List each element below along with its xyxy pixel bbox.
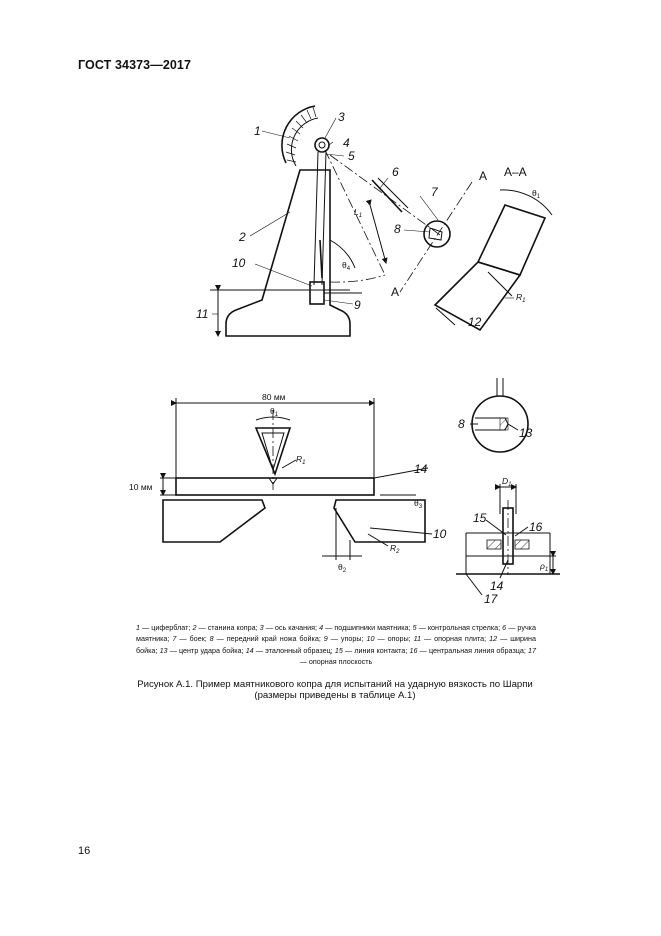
L1-symbol: $L_1$: [354, 207, 363, 219]
detail-label-13: 13: [519, 426, 533, 440]
label-1: 1: [254, 124, 261, 138]
legend-item: [410, 646, 528, 655]
legend-item: [324, 634, 367, 643]
bottom-label-10: 10: [433, 527, 447, 541]
legend-item-number: 2: [192, 623, 197, 632]
detail-label-8: 8: [458, 417, 465, 431]
label-11: 11: [196, 307, 209, 321]
legend-item-text: — эталонный образец;: [253, 645, 335, 655]
legend-item-text: — опорная плоскость: [299, 657, 373, 667]
label-2: 2: [239, 230, 246, 244]
document-header: ГОСТ 34373—2017: [78, 58, 192, 72]
legend-item-text: — ручка маятника;: [136, 623, 536, 644]
legend-item-number: 8: [209, 634, 214, 644]
legend-item-text: — станина копра;: [196, 623, 260, 632]
dim-10mm: 10 мм: [129, 482, 153, 492]
legend-item-text: — опоры;: [374, 634, 414, 644]
legend-item-number: 5: [412, 623, 417, 632]
legend-item: [414, 634, 490, 643]
label-8: 8: [394, 222, 401, 236]
detail-label-15: 15: [473, 511, 487, 525]
legend-item-number: 15: [334, 645, 343, 655]
legend-item-number: 9: [323, 634, 328, 644]
legend-item-number: 12: [489, 634, 498, 644]
bottom-theta1: $\theta_1$: [270, 406, 279, 418]
legend-item: [172, 634, 209, 643]
legend-item-text: — ось качания;: [263, 623, 320, 632]
legend-item-text: — упоры;: [327, 634, 367, 644]
rho1-symbol: $\rho_1$: [540, 561, 549, 573]
label-4: 4: [343, 136, 350, 150]
section-title-aa: A–A: [504, 165, 527, 179]
label-6: 6: [392, 165, 399, 179]
theta1-symbol: $\theta_1$: [532, 188, 541, 200]
pendulum-machine-drawing: [196, 106, 552, 336]
machine-frame: [226, 170, 350, 336]
detail-label-14: 14: [490, 579, 504, 593]
legend-item-text: — боек;: [176, 634, 210, 644]
dial: [282, 106, 318, 166]
label-5: 5: [348, 149, 355, 163]
legend-item-text: — циферблат;: [140, 623, 193, 632]
dim-80mm: 80 мм: [262, 392, 286, 402]
legend-item-text: — опорная плита;: [421, 634, 490, 644]
legend-item-text: — ширина бойка;: [136, 634, 536, 655]
legend-item-number: 17: [527, 645, 536, 655]
legend-item: [136, 623, 192, 632]
legend-item-number: 11: [413, 634, 422, 644]
legend-item: [366, 634, 413, 643]
legend-item: [192, 623, 259, 632]
legend-item: [335, 646, 410, 655]
legend-item-number: 4: [319, 623, 324, 632]
label-9: 9: [354, 298, 361, 312]
figure-legend: [136, 622, 536, 668]
section-mark-a-bottom: A: [391, 285, 400, 299]
striker: [424, 221, 450, 247]
stop-block: [310, 282, 324, 304]
legend-item-text: — контрольная стрелка;: [416, 623, 503, 632]
contact-line-detail: [456, 476, 560, 606]
caption-line-1: Рисунок А.1. Пример маятникового копра для испытаний на ударную вязкость по Шарпи: [137, 679, 533, 690]
label-7: 7: [431, 185, 438, 199]
legend-item-text: — передний край ножа бойка;: [213, 634, 324, 644]
specimen-support-drawing: [129, 392, 447, 574]
legend-item-number: 6: [502, 623, 507, 632]
legend-item-number: 13: [159, 645, 168, 655]
detail-label-16: 16: [529, 520, 543, 534]
legend-item-number: 7: [172, 634, 177, 644]
R1-symbol: $R_1$: [516, 292, 526, 304]
striker-detail-circle: [458, 378, 533, 452]
legend-item-text: — подшипники маятника;: [323, 623, 413, 632]
legend-item: [210, 634, 324, 643]
bottom-label-14: 14: [414, 462, 428, 476]
bottom-theta3: $\theta_3$: [414, 498, 423, 510]
label-12: 12: [468, 315, 482, 329]
legend-item-text: — центр удара бойка;: [167, 645, 246, 655]
pivot-axis: [315, 138, 329, 152]
legend-item: [160, 646, 246, 655]
theta4-symbol: $\theta_4$: [342, 260, 351, 272]
legend-item-number: 10: [366, 634, 375, 644]
legend-item-number: 14: [245, 645, 254, 655]
legend-item: [246, 646, 335, 655]
legend-item: [319, 623, 412, 632]
section-mark-a-top: A: [479, 169, 488, 183]
bottom-R1: $R_1$: [296, 454, 306, 466]
legend-item-number: 3: [259, 623, 264, 632]
detail-label-17: 17: [484, 592, 498, 606]
bottom-R2: $R_2$: [390, 543, 400, 555]
legend-item: [260, 623, 319, 632]
legend-item-text: — линия контакта;: [342, 645, 410, 655]
legend-item: [413, 623, 503, 632]
legend-item-text: — центральная линия образца;: [417, 645, 528, 655]
striker-section: [435, 190, 552, 330]
label-3: 3: [338, 110, 345, 124]
D1-symbol: $D_1$: [502, 476, 512, 488]
legend-item-number: 16: [409, 645, 418, 655]
page-number: 16: [78, 845, 91, 857]
legend-item-number: 1: [136, 623, 140, 632]
figure-caption: [90, 679, 580, 701]
caption-line-2: (размеры приведены в таблице А.1): [254, 690, 416, 701]
bottom-theta2: $\theta_2$: [338, 562, 347, 574]
label-10: 10: [232, 256, 246, 270]
